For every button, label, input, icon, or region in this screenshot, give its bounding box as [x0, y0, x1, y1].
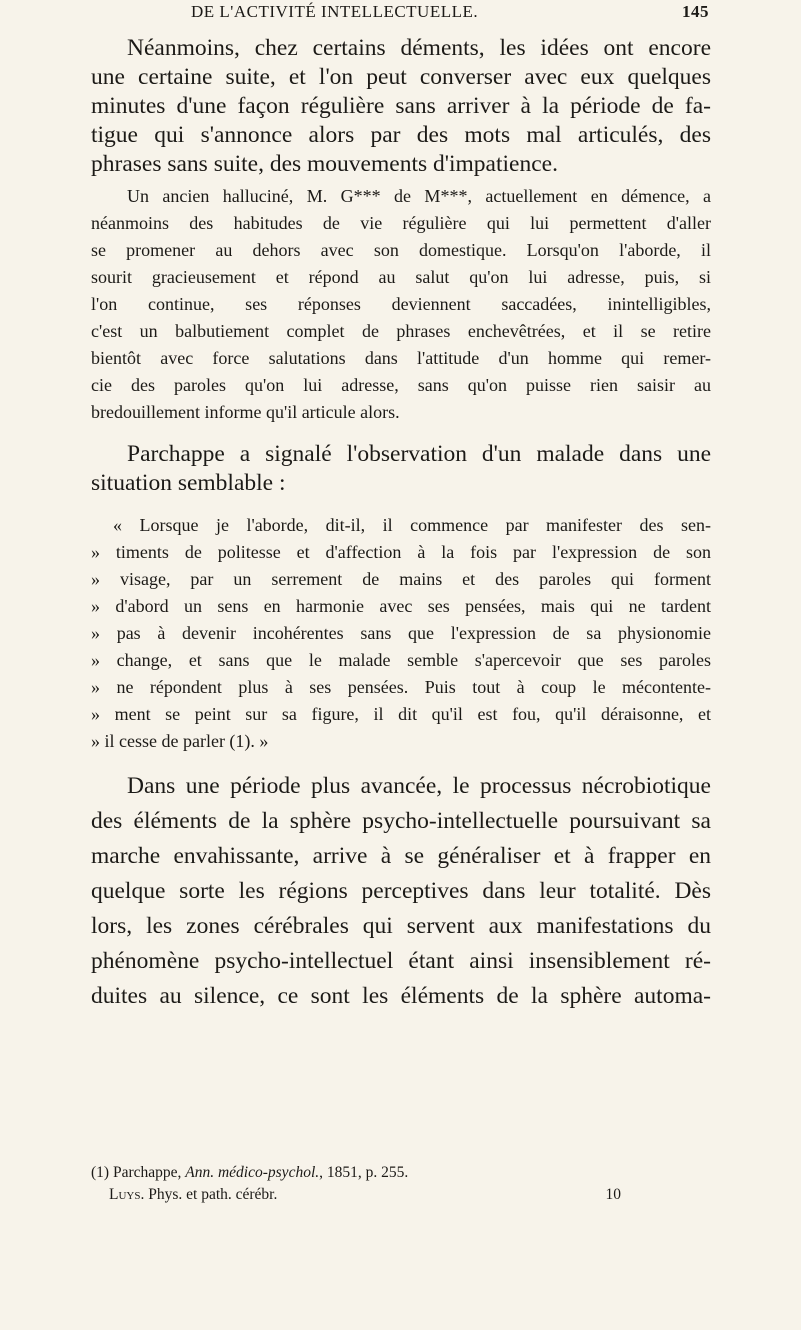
footnote: (1) Parchappe, Ann. médico-psychol., 1851, p. 255. — [91, 1164, 409, 1181]
case-paragraph — [91, 183, 711, 426]
text-line: cie des paroles qu'on lui adresse, sans qu'on puisse rien saisir au — [91, 375, 711, 395]
text-line: » ment se peint sur sa figure, il dit qu'il est fou, qu'il déraisonne, et — [91, 704, 711, 724]
text-line: » il cesse de parler (1). » — [91, 731, 269, 751]
paragraph-2 — [91, 440, 711, 498]
text-line: phrases sans suite, des mouvements d'impatience. — [91, 151, 558, 177]
signature-line: Luys. Phys. et path. cérébr. 10 — [91, 1184, 711, 1206]
paragraph-1 — [91, 34, 711, 179]
text-line: » timents de politesse et d'affection à la fois par l'expression de son — [91, 542, 711, 562]
text-line: Un ancien halluciné, M. G*** de M***, actuellement en démence, a — [127, 186, 711, 206]
text-line: une certaine suite, et l'on peut converser avec eux quelques — [91, 64, 711, 90]
text-line: » change, et sans que le malade semble s'apercevoir que ses paroles — [91, 650, 711, 670]
text-line: bredouillement informe qu'il articule alors. — [91, 402, 400, 422]
page-number: 145 — [682, 2, 709, 21]
text-line: duites au silence, ce sont les éléments de la sphère automa- — [91, 983, 711, 1009]
footnote-area — [91, 1162, 711, 1206]
text-line: Parchappe a signalé l'observation d'un malade dans une — [127, 441, 711, 467]
signature-number: 10 — [605, 1186, 621, 1203]
text-line: phénomène psycho-intellectuel étant ainsi insensiblement ré- — [91, 948, 711, 974]
text-line: néanmoins des habitudes de vie régulière qui lui permettent d'aller — [91, 213, 711, 233]
text-line: bientôt avec force salutations dans l'attitude d'un homme qui remer- — [91, 348, 711, 368]
text-line: » pas à devenir incohérentes sans que l'expression de sa physionomie — [91, 623, 711, 643]
text-line: situation semblable : — [91, 470, 286, 496]
text-line: » d'abord un sens en harmonie avec ses pensées, mais qui ne tardent — [91, 596, 711, 616]
text-line: sourit gracieusement et répond au salut qu'on lui adresse, puis, si — [91, 267, 711, 287]
text-line: » visage, par un serrement de mains et des paroles qui forment — [91, 569, 711, 589]
text-line: lors, les zones cérébrales qui servent aux manifestations du — [91, 913, 711, 939]
text-line: Néanmoins, chez certains déments, les idées ont encore — [127, 35, 711, 61]
text-line: c'est un balbutiement complet de phrases enchevêtrées, et il se retire — [91, 321, 711, 341]
page-body — [91, 34, 711, 1014]
text-line: « Lorsque je l'aborde, dit-il, il commence par manifester des sen- — [113, 515, 711, 535]
text-line: quelque sorte les régions perceptives dans leur totalité. Dès — [91, 878, 711, 904]
text-line: des éléments de la sphère psycho-intellectuelle poursuivant sa — [91, 808, 711, 834]
text-line: minutes d'une façon régulière sans arriver à la période de fa- — [91, 93, 711, 119]
running-title: DE L'ACTIVITÉ INTELLECTUELLE. — [191, 2, 479, 21]
quotation — [91, 512, 711, 755]
text-line: Dans une période plus avancée, le processus nécrobiotique — [127, 773, 711, 799]
text-line: » ne répondent plus à ses pensées. Puis tout à coup le mécontente- — [91, 677, 711, 697]
text-line: marche envahissante, arrive à se généraliser et à frapper en — [91, 843, 711, 869]
text-line: tigue qui s'annonce alors par des mots mal articulés, des — [91, 122, 711, 148]
text-line: l'on continue, ses réponses deviennent saccadées, inintelligibles, — [91, 294, 711, 314]
running-header — [91, 2, 711, 28]
paragraph-3 — [91, 769, 711, 1014]
text-line: se promener au dehors avec son domestique. Lorsqu'on l'aborde, il — [91, 240, 711, 260]
